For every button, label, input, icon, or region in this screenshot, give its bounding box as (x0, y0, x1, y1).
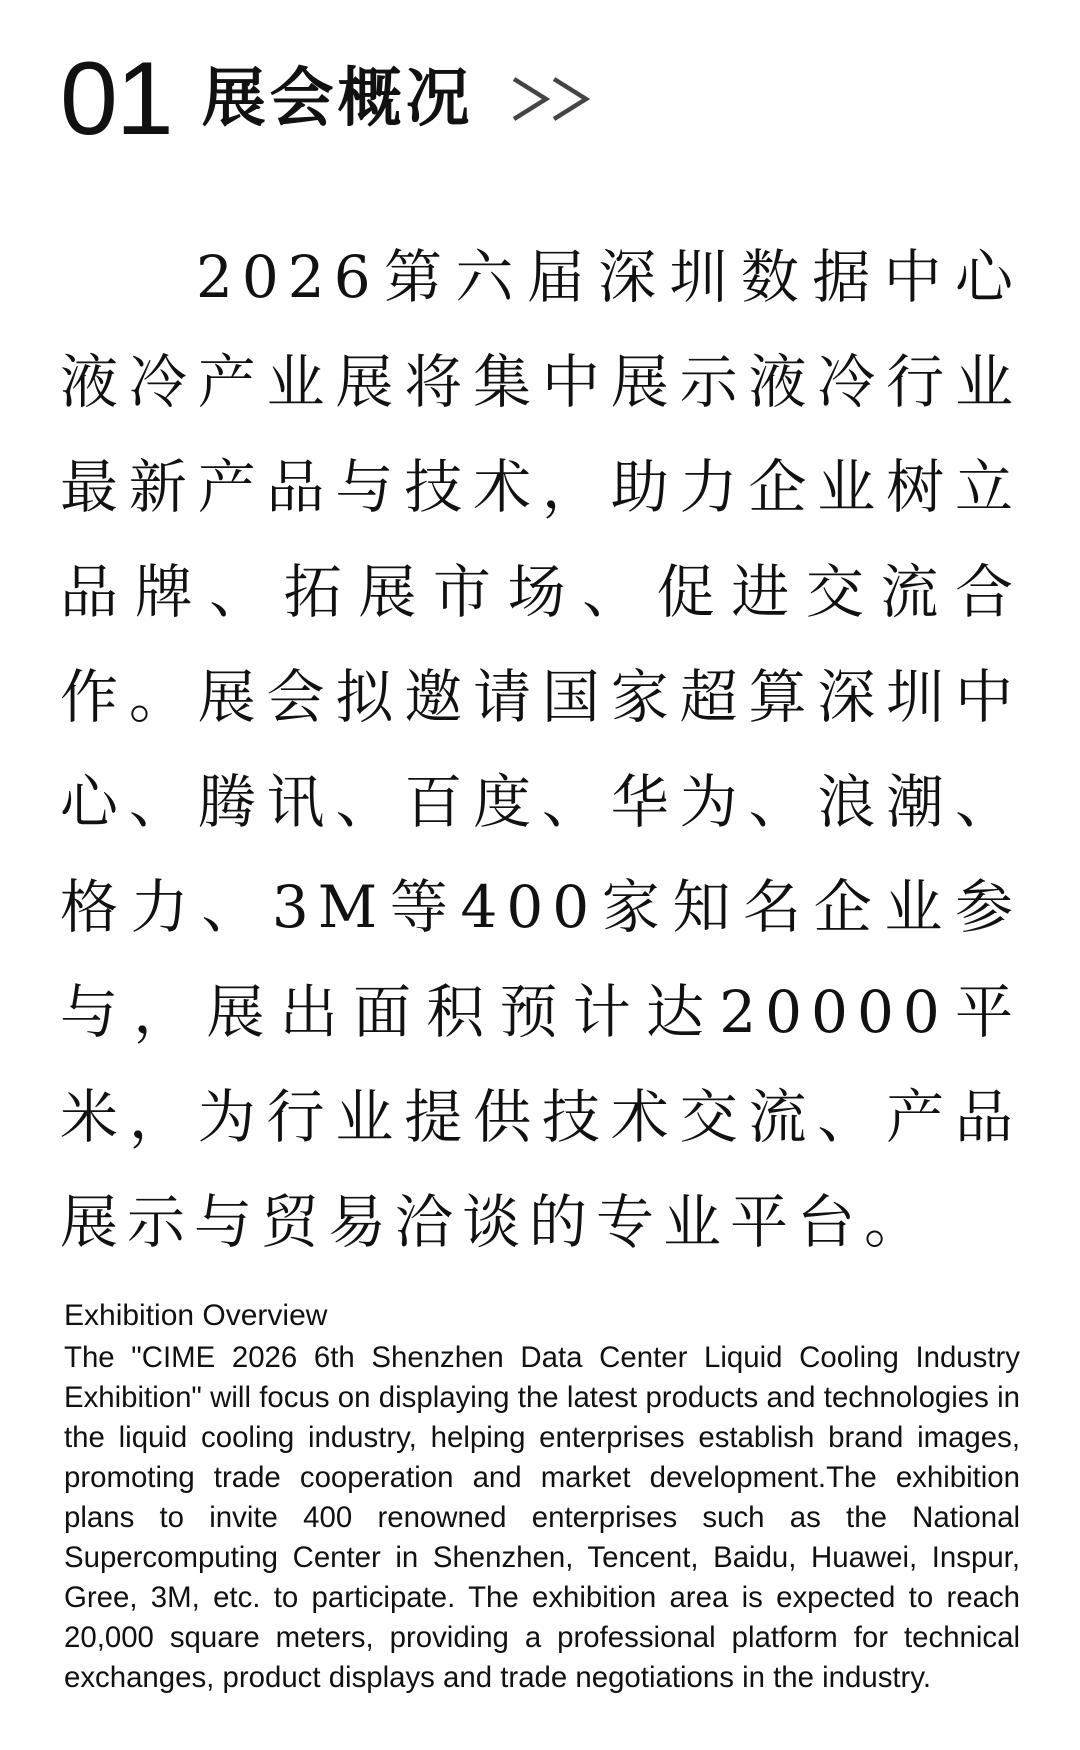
section-title: 展会概况 (201, 62, 474, 136)
chinese-paragraph: 2026第六届深圳数据中心液冷产业展将集中展示液冷行业最新产品与技术，助力企业树立品牌、拓展市场、促进交流合作。展会拟邀请国家超算深圳中心、腾讯、百度、华为、浪潮、格力、3M等400家知名企业参与，展出面积预计达20000平米，为行业提供技术交流、产品展示与贸易洽谈的专业平台。 (60, 243, 1022, 1256)
english-title: Exhibition Overview (64, 1299, 328, 1332)
section-header (60, 41, 596, 157)
english-paragraph: The "CIME 2026 6th Shenzhen Data Center Liquid Cooling Industry Exhibition" will focus on displaying the latest products and technologies in the liquid cooling industry, helping enterprises establish brand images, promoting trade cooperation and market development.The exhibition plans to invite 400 renowned enterprises such as the National Supercomputing Center in Shenzhen, Tencent, Baidu, Huawei, Inspur, Gree, 3M, etc. to participate. The exhibition area is expected to reach 20,000 square meters, providing a professional platform for technical exchanges, product displays and trade negotiations in the industry. (64, 1341, 1020, 1694)
section-number: 01 (60, 41, 172, 157)
double-chevron-right-icon (510, 71, 596, 127)
